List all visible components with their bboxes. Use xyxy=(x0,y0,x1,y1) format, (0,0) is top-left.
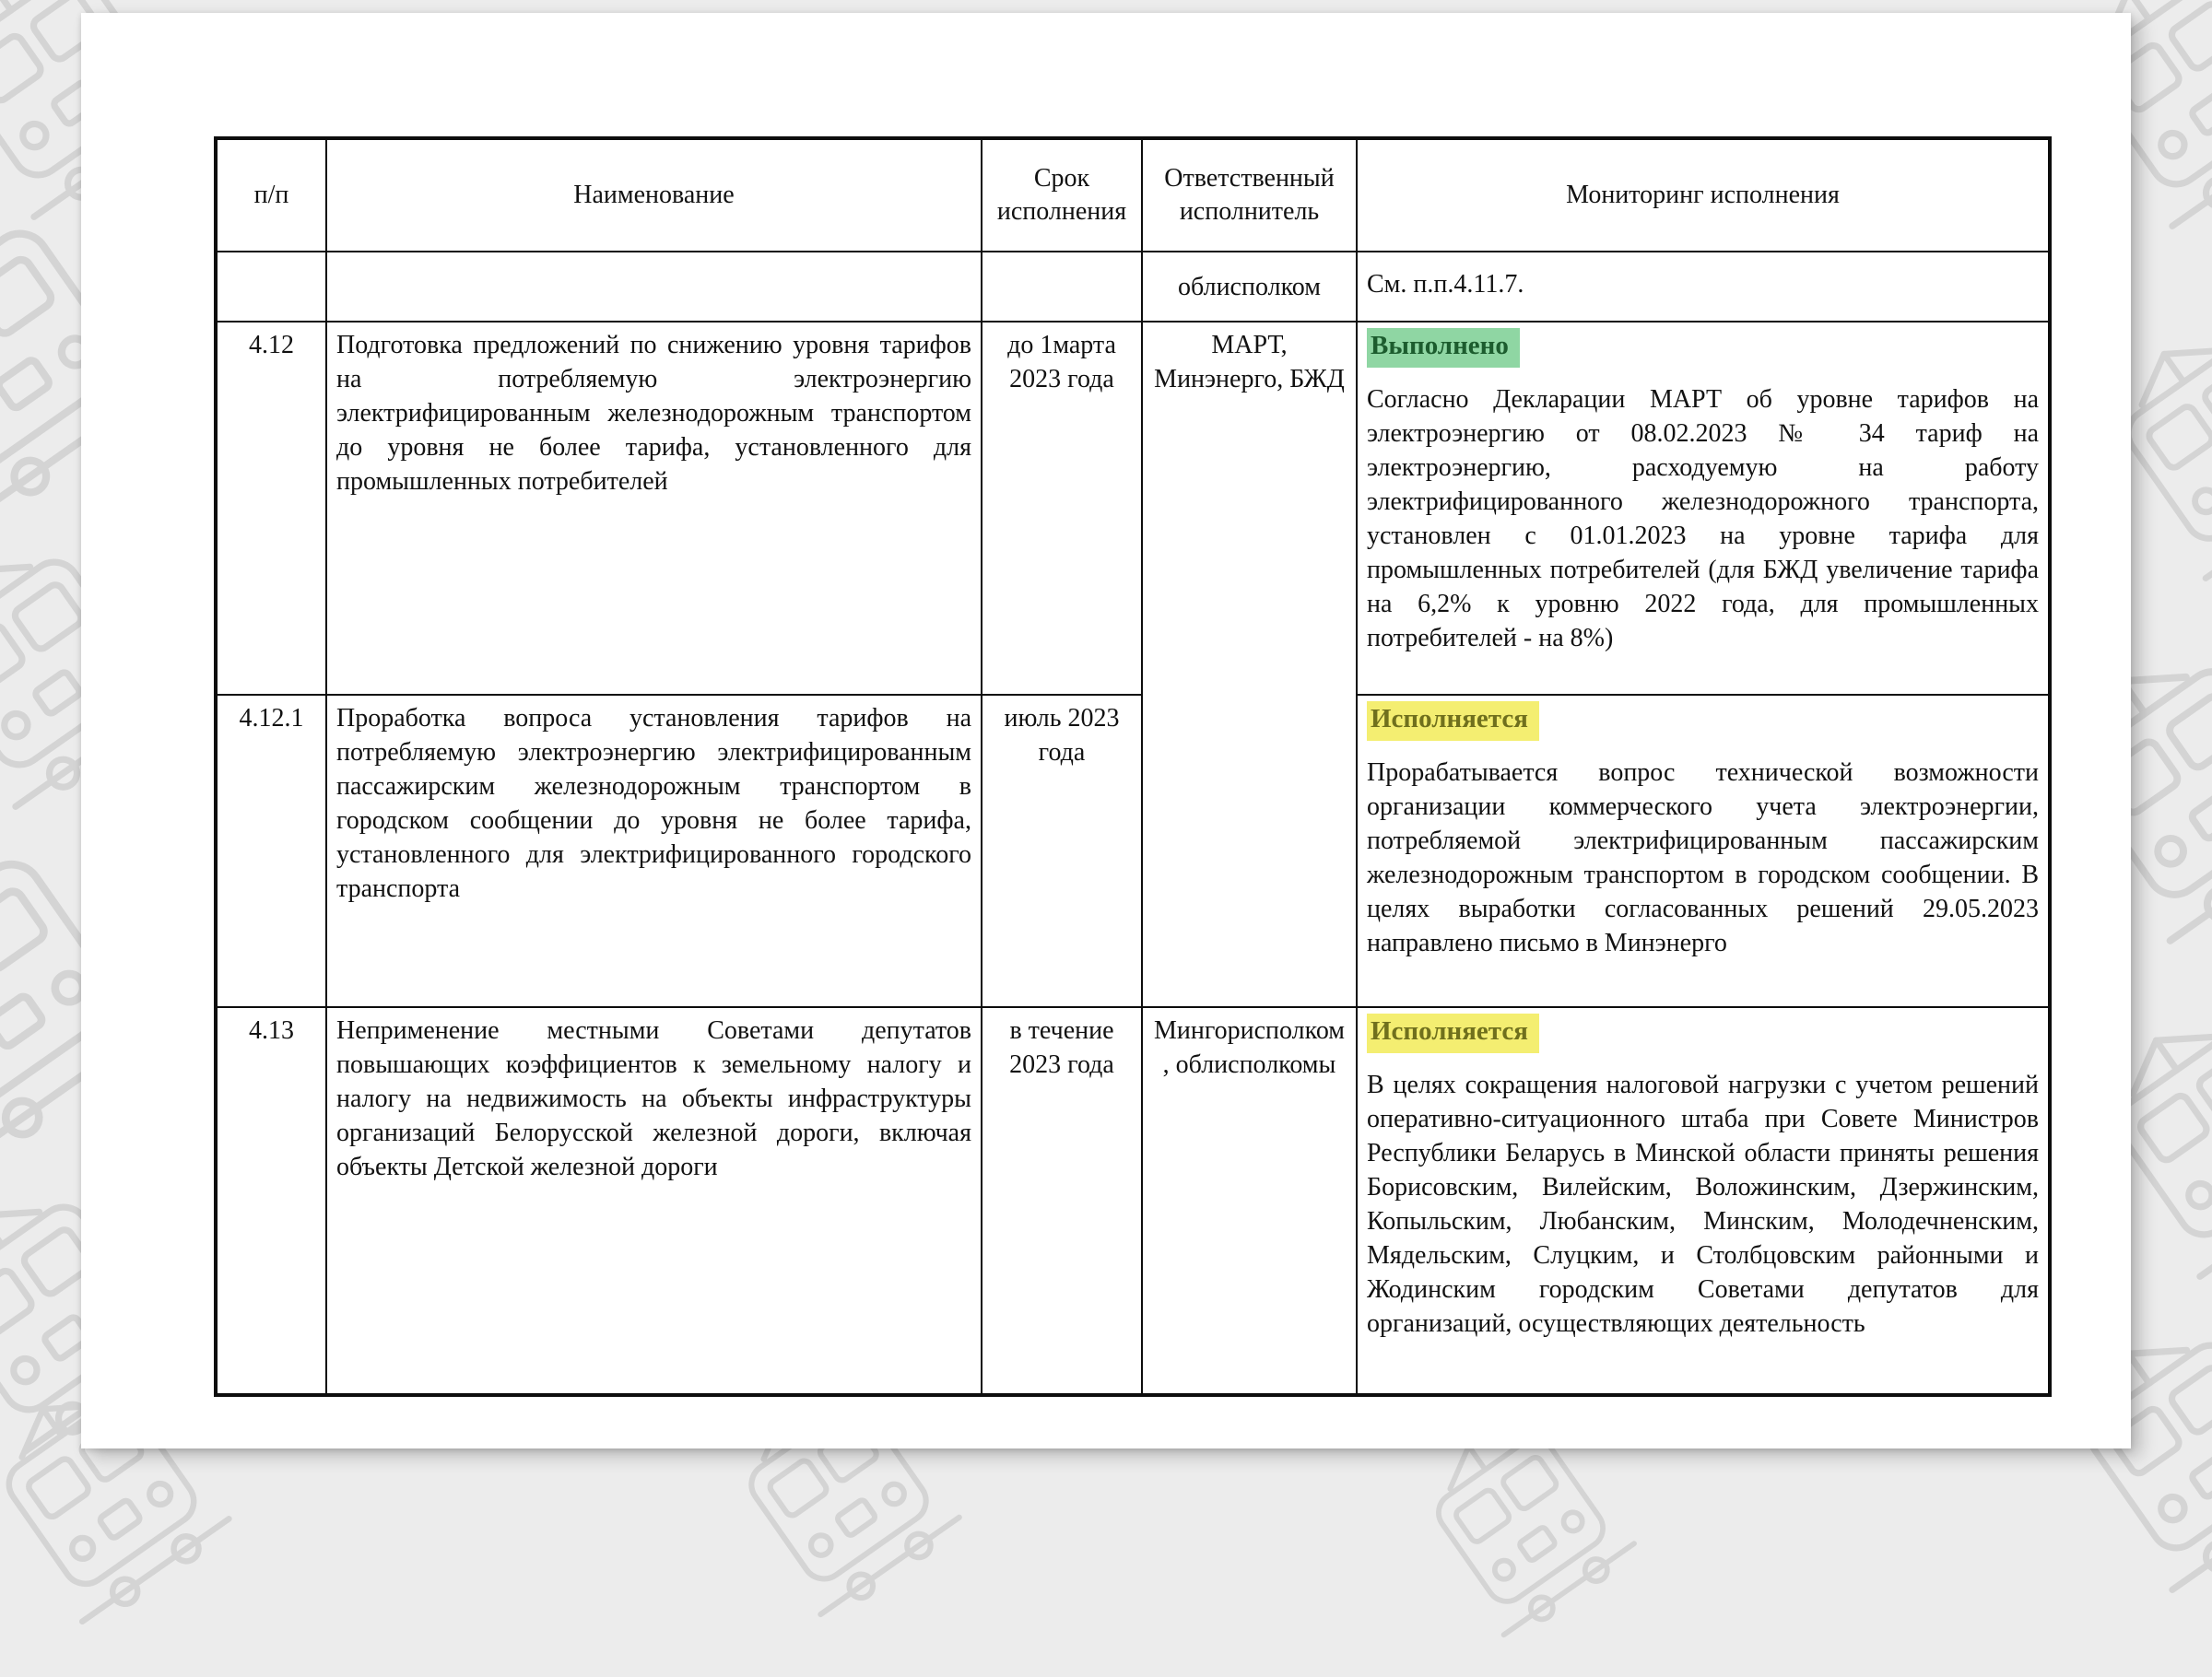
cell-responsible: МАРТ, Минэнерго, БЖД xyxy=(1142,322,1357,1007)
cell-monitoring xyxy=(1357,322,2050,695)
cell-deadline: до 1марта 2023 года xyxy=(982,322,1142,695)
header-name: Наименование xyxy=(326,138,982,252)
table-row xyxy=(216,695,2050,1007)
monitoring-text: Прорабатывается вопрос технической возможности организации коммерческого учета электроэнергии, потребляемой электрифицированным пассажирским железнодорожным транспортом в городском сообщении. В целях выработки согласованных решений 29.05.2023 направлено письмо в Минэнерго xyxy=(1367,758,2039,957)
header-responsible: Ответственный исполнитель xyxy=(1142,138,1357,252)
cell-responsible: Мингорисполком, облисполкомы xyxy=(1142,1007,1357,1395)
cell-name: Неприменение местными Советами депутатов повышающих коэффициентов к земельному налогу и налогу на недвижимость на объекты инфраструктуры организаций Белорусской железной дороги, включая объекты Детской железной дороги xyxy=(326,1007,982,1395)
status-badge: Исполняется xyxy=(1367,1014,1539,1053)
cell-responsible: облисполком xyxy=(1142,252,1357,322)
table-row xyxy=(216,1007,2050,1395)
cell-deadline: в течение 2023 года xyxy=(982,1007,1142,1395)
cell-num: 4.12.1 xyxy=(216,695,326,1007)
table-header-row xyxy=(216,138,2050,252)
cell-num: 4.13 xyxy=(216,1007,326,1395)
table-row xyxy=(216,322,2050,695)
cell-name: Подготовка предложений по снижению уровня тарифов на потребляемую электроэнергию электрифицированным железнодорожным транспортом до уровня не более тарифа, установленного для промышленных потребителей xyxy=(326,322,982,695)
table-row xyxy=(216,252,2050,322)
cell-deadline: июль 2023 года xyxy=(982,695,1142,1007)
cell-num: 4.12 xyxy=(216,322,326,695)
cell-monitoring: См. п.п.4.11.7. xyxy=(1357,252,2050,322)
monitoring-text: В целях сокращения налоговой нагрузки с учетом решений оперативно-ситуационного штаба при Совете Министров Республики Беларусь в Минской области приняты решения Борисовским, Вилейским, Воложинским, Дзержинским, Копыльским, Любанским, Минским, Молодечненским, Мядельским, Слуцким, и Столбцовским районными и Жодинским городским Советами депутатов для организаций, осуществляющих деятельность xyxy=(1367,1071,2039,1338)
header-deadline: Срок исполнения xyxy=(982,138,1142,252)
document-page xyxy=(81,13,2131,1448)
monitoring-text: Согласно Декларации МАРТ об уровне тарифов на электроэнергию от 08.02.2023 № 34 тариф на электроэнергию, расходуемую на работу электрифицированного железнодорожного транспорта, установлен с 01.01.2023 на уровне тарифа для промышленных потребителей (для БЖД увеличение тарифа на 6,2% к уровню 2022 года, для промышленных потребителей - на 8%) xyxy=(1367,385,2039,652)
cell-monitoring xyxy=(1357,1007,2050,1395)
cell-num xyxy=(216,252,326,322)
header-num: п/п xyxy=(216,138,326,252)
cell-name: Проработка вопроса установления тарифов на потребляемую электроэнергию электрифицированным пассажирским железнодорожным транспортом в городском сообщении до уровня не более тарифа, установленного для электрифицированного городского транспорта xyxy=(326,695,982,1007)
header-monitoring: Мониторинг исполнения xyxy=(1357,138,2050,252)
cell-monitoring xyxy=(1357,695,2050,1007)
monitoring-table xyxy=(214,136,2052,1397)
cell-name xyxy=(326,252,982,322)
status-badge: Исполняется xyxy=(1367,701,1539,741)
cell-deadline xyxy=(982,252,1142,322)
status-badge: Выполнено xyxy=(1367,328,1520,368)
